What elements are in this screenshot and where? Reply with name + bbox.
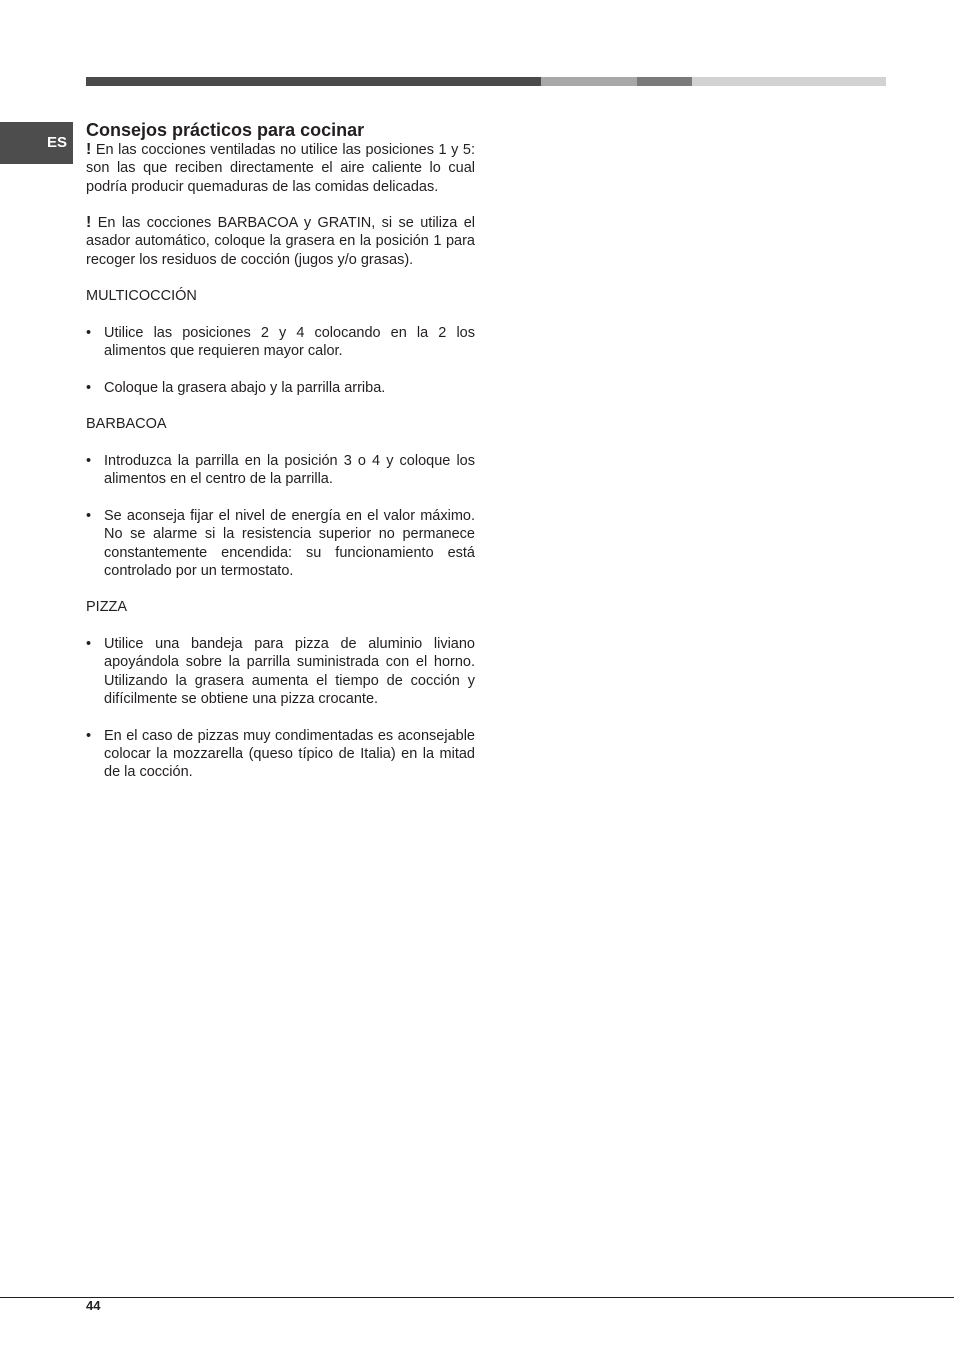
bullet-icon: • bbox=[86, 379, 92, 396]
warning-text: En las cocciones ventiladas no utilice las posiciones 1 y 5: son las que reciben directamente el aire caliente lo cual podría producir quemaduras de las comidas delicadas. bbox=[86, 142, 475, 195]
bullet-icon: • bbox=[86, 324, 92, 341]
header-color-bar bbox=[86, 77, 886, 86]
main-content bbox=[86, 119, 475, 800]
list-item bbox=[86, 507, 475, 580]
header-bar-segment-dark bbox=[86, 77, 541, 86]
header-bar-segment-light bbox=[541, 77, 637, 86]
list-item-text: Introduzca la parrilla en la posición 3 o 4 y coloque los alimentos en el centro de la parrilla. bbox=[104, 453, 475, 488]
warning-mark: ! bbox=[86, 214, 92, 232]
language-tab: ES bbox=[0, 122, 73, 164]
list-item bbox=[86, 727, 475, 782]
list-item-text: En el caso de pizzas muy condimentadas es aconsejable colocar la mozzarella (queso típico de Italia) en la mitad de la cocción. bbox=[104, 727, 475, 781]
header-bar-segment-pale bbox=[692, 77, 886, 86]
page-title: Consejos prácticos para cocinar bbox=[86, 120, 365, 140]
header-bar-segment-mid bbox=[637, 77, 692, 86]
footer-divider bbox=[0, 1297, 954, 1298]
list-item-text: Utilice las posiciones 2 y 4 colocando en la 2 los alimentos que requieren mayor calor. bbox=[104, 324, 475, 360]
list-item-text: Utilice una bandeja para pizza de aluminio liviano apoyándola sobre la parrilla suministrada con el horno. Utilizando la grasera aumenta el tiempo de cocción y difícilmente se obtiene una pizza crocante. bbox=[104, 636, 475, 707]
section-heading-multiccion: MULTICOCCIÓN bbox=[86, 288, 197, 305]
section-heading-pizza: PIZZA bbox=[86, 599, 128, 616]
list-item-text: Coloque la grasera abajo y la parrilla arriba. bbox=[104, 379, 386, 396]
bullet-icon: • bbox=[86, 727, 92, 744]
warning-mark: ! bbox=[86, 141, 92, 158]
warning-text: En las cocciones BARBACOA y GRATIN, si se utiliza el asador automático, coloque la grasera en la posición 1 para recoger los residuos de cocción (jugos y/o grasas). bbox=[86, 215, 475, 268]
list-item-text: Se aconseja fijar el nivel de energía en el valor máximo. No se alarme si la resistencia superior no permanece constantemente encendida: su funcionamiento está controlado por un termostato. bbox=[104, 507, 475, 579]
list-item bbox=[86, 379, 475, 397]
warning-paragraph-ventiladas bbox=[86, 141, 475, 196]
warning-paragraph-barbacoa bbox=[86, 214, 475, 269]
section-heading-barbacoa: BARBACOA bbox=[86, 416, 167, 433]
list-item bbox=[86, 635, 475, 708]
page-number: 44 bbox=[86, 1298, 101, 1313]
list-item bbox=[86, 324, 475, 361]
bullet-icon: • bbox=[86, 636, 92, 653]
list-item bbox=[86, 452, 475, 489]
bullet-icon: • bbox=[86, 453, 92, 470]
bullet-icon: • bbox=[86, 507, 92, 524]
